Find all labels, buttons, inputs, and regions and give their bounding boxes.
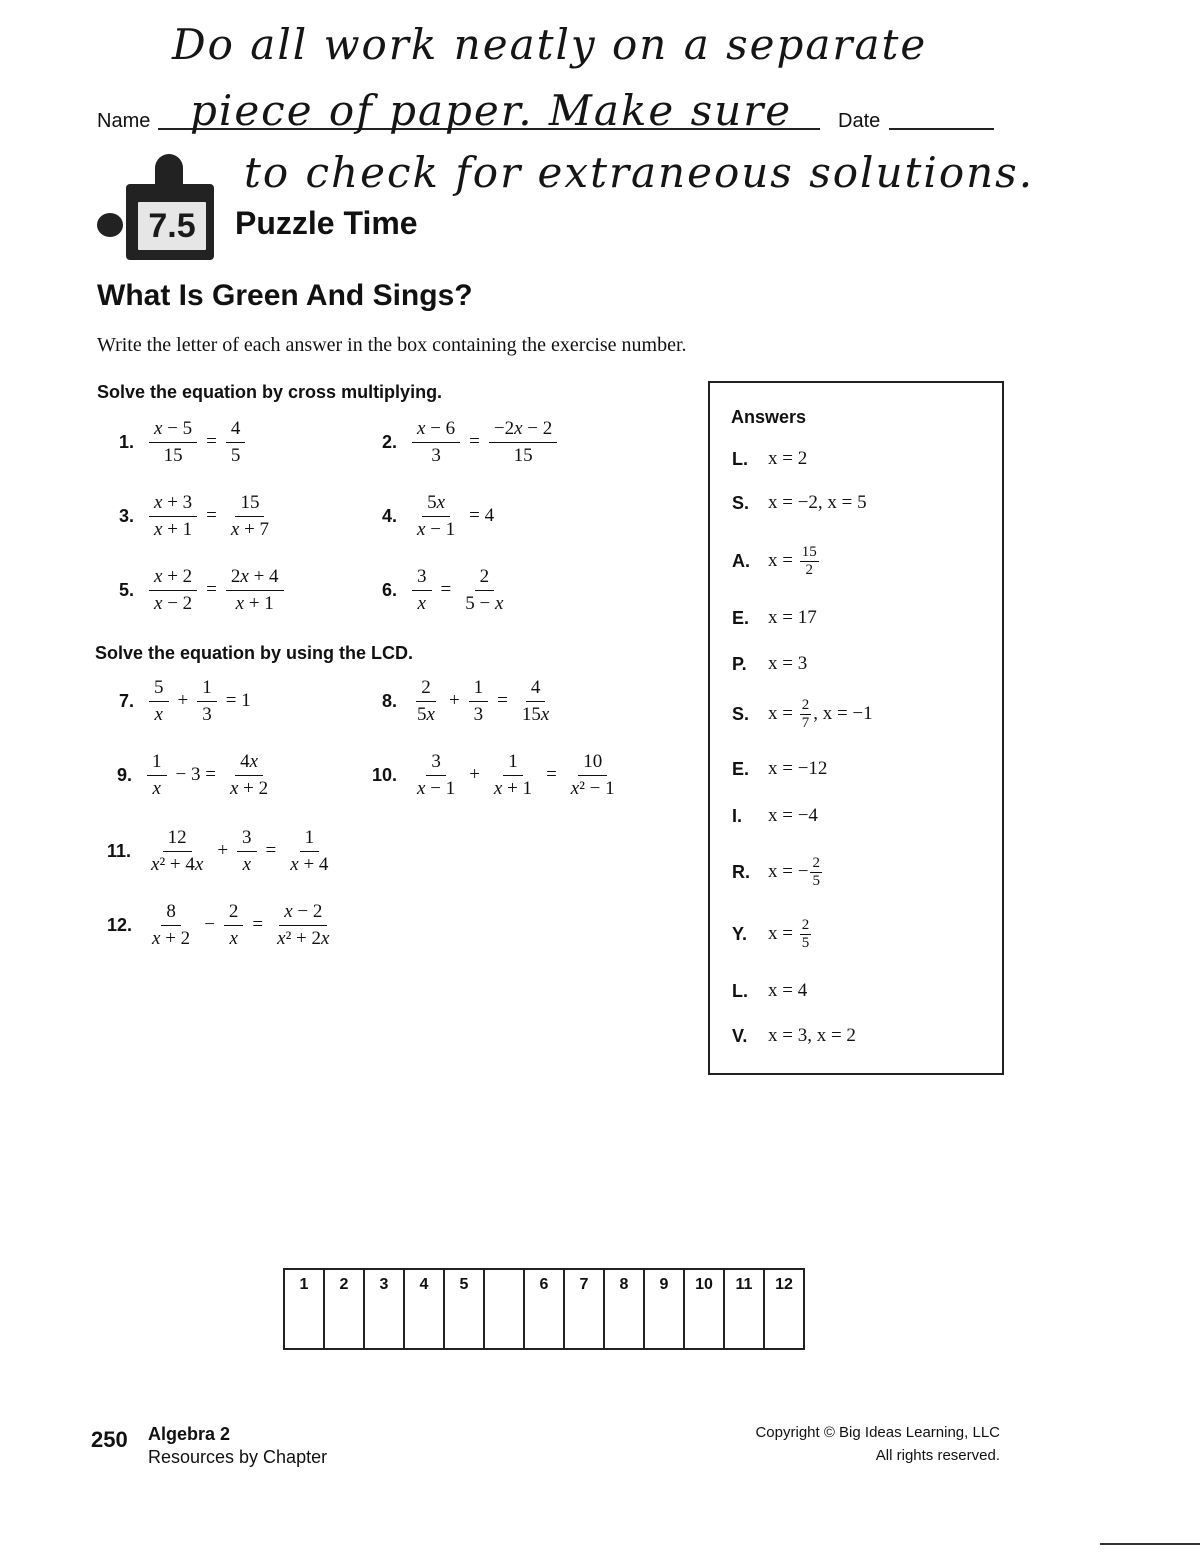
- answer-letter: P.: [732, 653, 747, 674]
- exercise-number: 3.: [119, 505, 135, 526]
- answer-denominator: 5: [801, 934, 810, 951]
- exercise-12: 12. $\frac{8}{x + 2}$ − $\frac{2}{x}$ = $\frac{x - 2}{\text{x² + 2x}}$: [107, 900, 330, 949]
- exercise-8: 8. $\frac{2}{5x}$ + $\frac{1}{3}$ = $\frac{4}{15x}$: [382, 676, 550, 725]
- copyright: Copyright © Big Ideas Learning, LLC: [755, 1424, 1000, 1441]
- handwritten-note-line-3: to check for extraneous solutions.: [244, 148, 1035, 197]
- answer-item: [732, 749, 827, 789]
- answer-item: [732, 644, 807, 684]
- exercise-number: 5.: [119, 579, 135, 600]
- answer-numerator: 2: [812, 854, 820, 871]
- grid-cell[interactable]: [645, 1270, 685, 1348]
- rights-reserved: All rights reserved.: [875, 1447, 1000, 1464]
- exercise-number: 6.: [382, 579, 398, 600]
- section-number-badge: 7.5: [136, 200, 208, 252]
- answer-denominator: 7: [801, 714, 810, 731]
- puzzle-time-heading: Puzzle Time: [235, 205, 418, 241]
- grid-cell-blank: [485, 1270, 525, 1348]
- handwritten-note-line-1: Do all work neatly on a separate: [172, 20, 928, 69]
- exercise-3: 3. $\frac{x + 3}{x + 1}$ = $\frac{15}{x + 7}$: [119, 491, 270, 540]
- section-lcd: Solve the equation by using the LCD.: [95, 643, 414, 663]
- answer-item: [732, 1016, 856, 1056]
- answer-numerator: 15: [801, 543, 817, 560]
- name-label: Name: [97, 110, 151, 132]
- exercise-6: 6. $\frac{3}{x}$ = $\frac{2}{5 - x}$: [382, 565, 504, 614]
- grid-cell-number: 11: [735, 1276, 753, 1293]
- exercise-number: 12.: [107, 914, 133, 935]
- answer-item: [732, 914, 813, 954]
- scan-edge-line: [1100, 1543, 1200, 1545]
- answer-denominator: 2: [805, 561, 813, 578]
- answer-grid: [283, 1268, 805, 1350]
- answer-numerator: 2: [801, 696, 810, 713]
- answer-prefix: x = −: [768, 861, 809, 882]
- answer-value: x = −12: [768, 758, 828, 779]
- answer-value: x = 2: [768, 448, 808, 469]
- answer-item: [732, 694, 873, 734]
- answer-item: [732, 971, 807, 1011]
- answer-letter: R.: [732, 861, 750, 882]
- grid-cell[interactable]: [445, 1270, 485, 1348]
- grid-cell-number: 5: [459, 1276, 469, 1293]
- answer-letter: L.: [732, 448, 748, 469]
- answer-value: x = 3: [768, 653, 808, 674]
- answer-value: x = −2, x = 5: [768, 492, 867, 513]
- grid-cell[interactable]: [325, 1270, 365, 1348]
- grid-cell[interactable]: [565, 1270, 605, 1348]
- grid-cell-number: 1: [299, 1276, 309, 1293]
- answer-letter: E.: [732, 758, 750, 779]
- grid-cell-number: 8: [619, 1276, 629, 1293]
- grid-cell[interactable]: [765, 1270, 803, 1348]
- exercise-number: 1.: [119, 431, 135, 452]
- answer-suffix: , x = −1: [813, 703, 873, 724]
- book-subtitle: Resources by Chapter: [148, 1447, 328, 1467]
- exercise-1: 1. $\frac{x - 5}{15}$ = $\frac{4}{5}$: [119, 412, 248, 472]
- instructions: Write the letter of each answer in the box containing the exercise number.: [97, 334, 687, 356]
- answer-denominator: 5: [812, 872, 820, 889]
- answer-item: [732, 796, 818, 836]
- exercise-9: 9. $\frac{1}{x}$ − 3 = $\frac{4x}{x + 2}$: [117, 750, 269, 799]
- exercise-5: 5. $\frac{x + 2}{x - 2}$ = $\frac{2x + 4}{x + 1}$: [119, 560, 287, 620]
- answer-item: [732, 439, 807, 479]
- grid-cell-number: 2: [339, 1276, 349, 1293]
- answers-box: [708, 381, 1004, 1075]
- date-label: Date: [838, 110, 881, 132]
- handwritten-note-line-2: piece of paper. Make sure: [190, 86, 793, 135]
- grid-cell-number: 4: [419, 1276, 429, 1293]
- answer-letter: V.: [732, 1025, 748, 1046]
- answer-prefix: x =: [768, 703, 798, 724]
- answer-item: [732, 598, 817, 638]
- exercise-7: 7. $\frac{5}{x}$ + $\frac{1}{3}$ = 1: [119, 676, 251, 725]
- exercise-number: 4.: [382, 505, 398, 526]
- answer-letter: S.: [732, 703, 750, 724]
- grid-cell-number: 6: [539, 1276, 549, 1293]
- answer-letter: S.: [732, 492, 750, 513]
- answer-letter: E.: [732, 607, 750, 628]
- grid-cell[interactable]: [725, 1270, 765, 1348]
- grid-cell[interactable]: [405, 1270, 445, 1348]
- page-title: What Is Green And Sings?: [97, 279, 473, 312]
- grid-cell-number: 7: [579, 1276, 589, 1293]
- grid-cell-number: 9: [659, 1276, 669, 1293]
- date-line[interactable]: [889, 128, 994, 130]
- answer-letter: L.: [732, 980, 748, 1001]
- answer-prefix: x =: [768, 923, 798, 944]
- exercise-number: 9.: [117, 764, 133, 785]
- page-number: 250: [91, 1427, 128, 1452]
- grid-cell[interactable]: [525, 1270, 565, 1348]
- answer-letter: A.: [732, 550, 750, 571]
- book-title: Algebra 2: [148, 1424, 231, 1444]
- answer-numerator: 2: [801, 916, 810, 933]
- puzzle-piece-icon: [155, 154, 183, 188]
- grid-cell[interactable]: [285, 1270, 325, 1348]
- exercise-number: 7.: [119, 690, 135, 711]
- grid-cell-number: 10: [695, 1276, 713, 1293]
- exercise-number: 2.: [382, 431, 398, 452]
- grid-cell-number: 3: [379, 1276, 389, 1293]
- answer-item: [732, 541, 821, 581]
- grid-cell[interactable]: [685, 1270, 725, 1348]
- grid-cell[interactable]: [365, 1270, 405, 1348]
- exercise-number: 8.: [382, 690, 398, 711]
- grid-cell[interactable]: [605, 1270, 645, 1348]
- section-cross-multiply: Solve the equation by cross multiplying.: [97, 382, 443, 402]
- answer-item: [732, 483, 867, 523]
- grid-cell-number: 12: [775, 1276, 793, 1293]
- answer-value: x = 17: [768, 607, 817, 628]
- exercise-number: 10.: [372, 764, 398, 785]
- exercise-4: 4. $\frac{5x}{x - 1}$ = 4: [382, 491, 495, 540]
- answer-value: x = 3, x = 2: [768, 1025, 856, 1046]
- answer-letter: I.: [732, 805, 743, 826]
- answers-title: Answers: [731, 407, 807, 427]
- answer-letter: Y.: [732, 923, 748, 944]
- answer-prefix: x =: [768, 550, 798, 571]
- exercise-10: 10. $\frac{3}{x - 1}$ + $\frac{1}{x + 1}$ = $\frac{10}{\text{x² − 1}}$: [372, 750, 615, 799]
- exercise-2: 2. $\frac{x - 6}{3}$ = $\frac{-2x - 2}{15}$: [382, 412, 560, 472]
- answer-item: [732, 852, 824, 892]
- exercise-11: 11. $\frac{12}{\text{x² + 4x}}$ + $\frac{3}{x}$ = $\frac{1}{x + 4}$: [107, 826, 329, 875]
- puzzle-knob-icon: [97, 213, 123, 237]
- exercise-number: 11.: [107, 840, 132, 861]
- answer-value: x = 4: [768, 980, 808, 1001]
- answer-value: x = −4: [768, 805, 818, 826]
